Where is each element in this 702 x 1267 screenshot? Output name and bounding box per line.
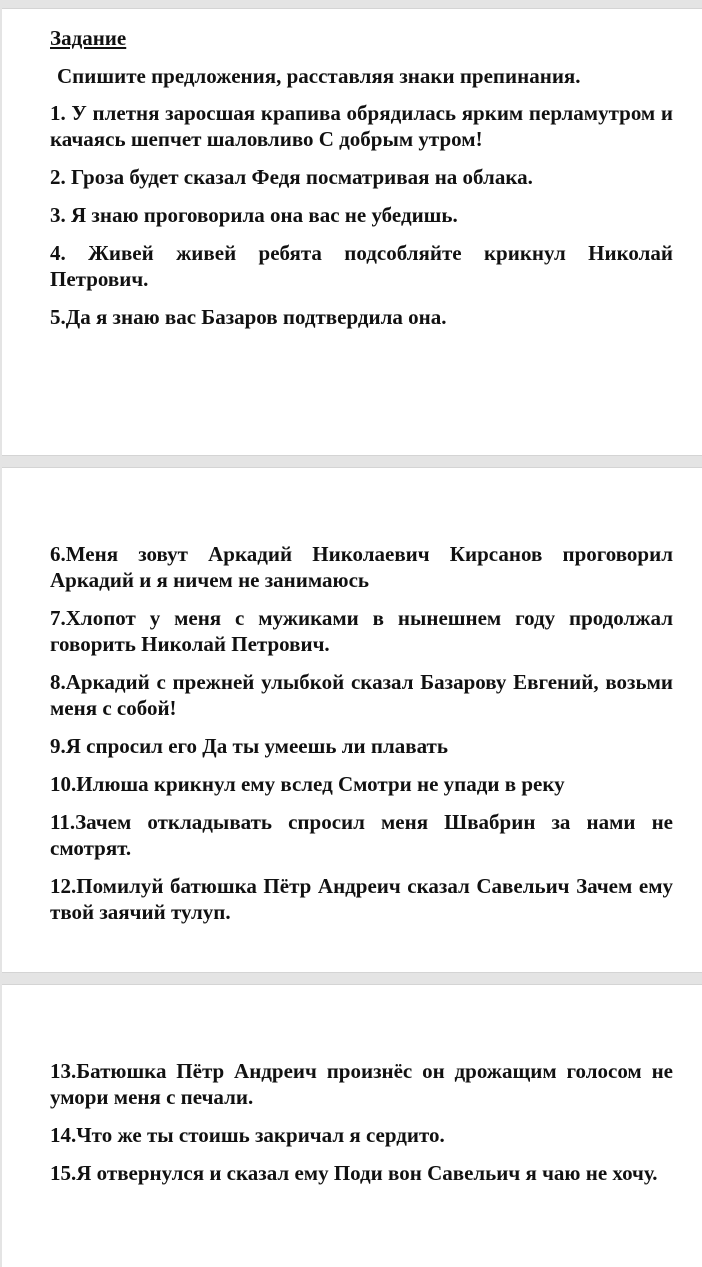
document-page-1 — [2, 8, 702, 456]
sentence-item: 11.Зачем откладывать спросил меня Швабрин за нами не смотрят. — [50, 810, 673, 860]
sentence-item: 13.Батюшка Пётр Андреич произнёс он дрожащим голосом не умори меня с печали. — [50, 1059, 673, 1109]
task-instruction: Спишите предложения, расставляя знаки препинания. — [57, 64, 581, 88]
sentence-item: 7.Хлопот у меня с мужиками в нынешнем году продолжал говорить Николай Петрович. — [50, 606, 673, 656]
sentence-item: 10.Илюша крикнул ему вслед Смотри не упади в реку — [50, 772, 565, 796]
sentence-item: 1. У плетня заросшая крапива обрядилась ярким перламутром и качаясь шепчет шаловливо С добрым утром! — [50, 101, 673, 151]
document-page-2 — [2, 467, 702, 973]
sentence-item: 9.Я спросил его Да ты умеешь ли плавать — [50, 734, 448, 758]
sentence-item: 15.Я отвернулся и сказал ему Поди вон Савельич я чаю не хочу. — [50, 1161, 658, 1185]
page-3-content — [50, 1058, 673, 1198]
sentence-item: 4. Живей живей ребята подсобляйте крикнул Николай Петрович. — [50, 241, 673, 291]
sentence-item: 2. Гроза будет сказал Федя посматривая на облака. — [50, 165, 533, 189]
sentence-item: 3. Я знаю проговорила она вас не убедишь. — [50, 203, 458, 227]
sentence-item: 12.Помилуй батюшка Пётр Андреич сказал Савельич Зачем ему твой заячий тулуп. — [50, 874, 673, 924]
sentence-item: 8.Аркадий с прежней улыбкой сказал Базарову Евгений, возьми меня с собой! — [50, 670, 673, 720]
task-heading: Задание — [50, 26, 127, 50]
sentence-item: 6.Меня зовут Аркадий Николаевич Кирсанов проговорил Аркадий и я ничем не занимаюсь — [50, 542, 673, 592]
page-1-content — [50, 25, 673, 342]
page-2-content — [50, 541, 673, 937]
document-page-3 — [2, 984, 702, 1267]
sentence-item: 5.Да я знаю вас Базаров подтвердила она. — [50, 305, 447, 329]
sentence-item: 14.Что же ты стоишь закричал я сердито. — [50, 1123, 445, 1147]
